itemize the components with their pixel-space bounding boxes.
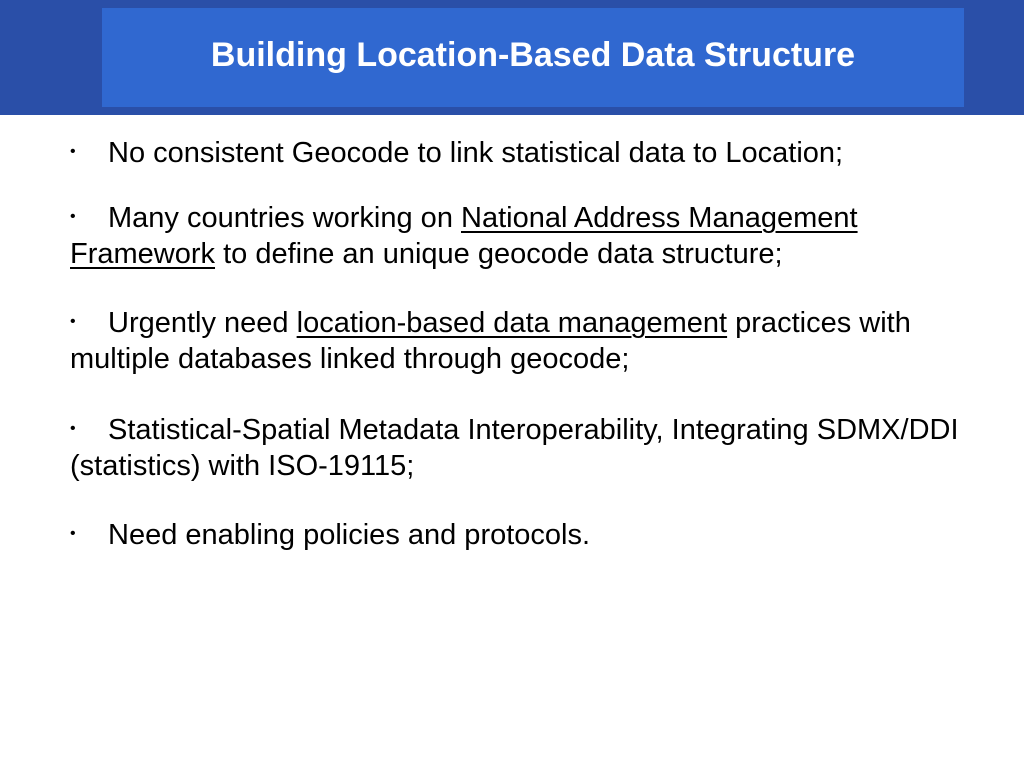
bullet-text: to define an unique geocode data structure; xyxy=(215,238,783,270)
bullet-item xyxy=(70,411,985,484)
underlined-term: location-based data management xyxy=(296,307,728,339)
bullet-text: practices with multiple databases linked through geocode; xyxy=(70,307,911,375)
underlined-term: National Address Management Framework xyxy=(70,202,858,270)
bullet-text: No consistent Geocode to link statistical data to Location; xyxy=(108,137,844,169)
header-band xyxy=(0,0,1024,115)
bullet-text: Many countries working on xyxy=(108,202,461,234)
bullet-item xyxy=(70,199,985,272)
bullet-item xyxy=(70,134,985,171)
bullet-dot-icon: • xyxy=(70,313,76,330)
bullet-item xyxy=(70,304,985,377)
title-box xyxy=(102,8,964,107)
slide-title: Building Location-Based Data Structure xyxy=(210,36,856,74)
bullet-dot-icon: • xyxy=(70,525,76,542)
bullet-text: Statistical-Spatial Metadata Interoperability, Integrating SDMX/DDI (statistics) with ISO-19115; xyxy=(70,414,959,482)
bullet-dot-icon: • xyxy=(70,143,76,160)
bullet-text: Urgently need xyxy=(108,307,297,339)
bullet-list xyxy=(70,134,985,581)
bullet-dot-icon: • xyxy=(70,420,76,437)
bullet-text: Need enabling policies and protocols. xyxy=(108,519,591,551)
bullet-item xyxy=(70,516,985,553)
bullet-dot-icon: • xyxy=(70,208,76,225)
